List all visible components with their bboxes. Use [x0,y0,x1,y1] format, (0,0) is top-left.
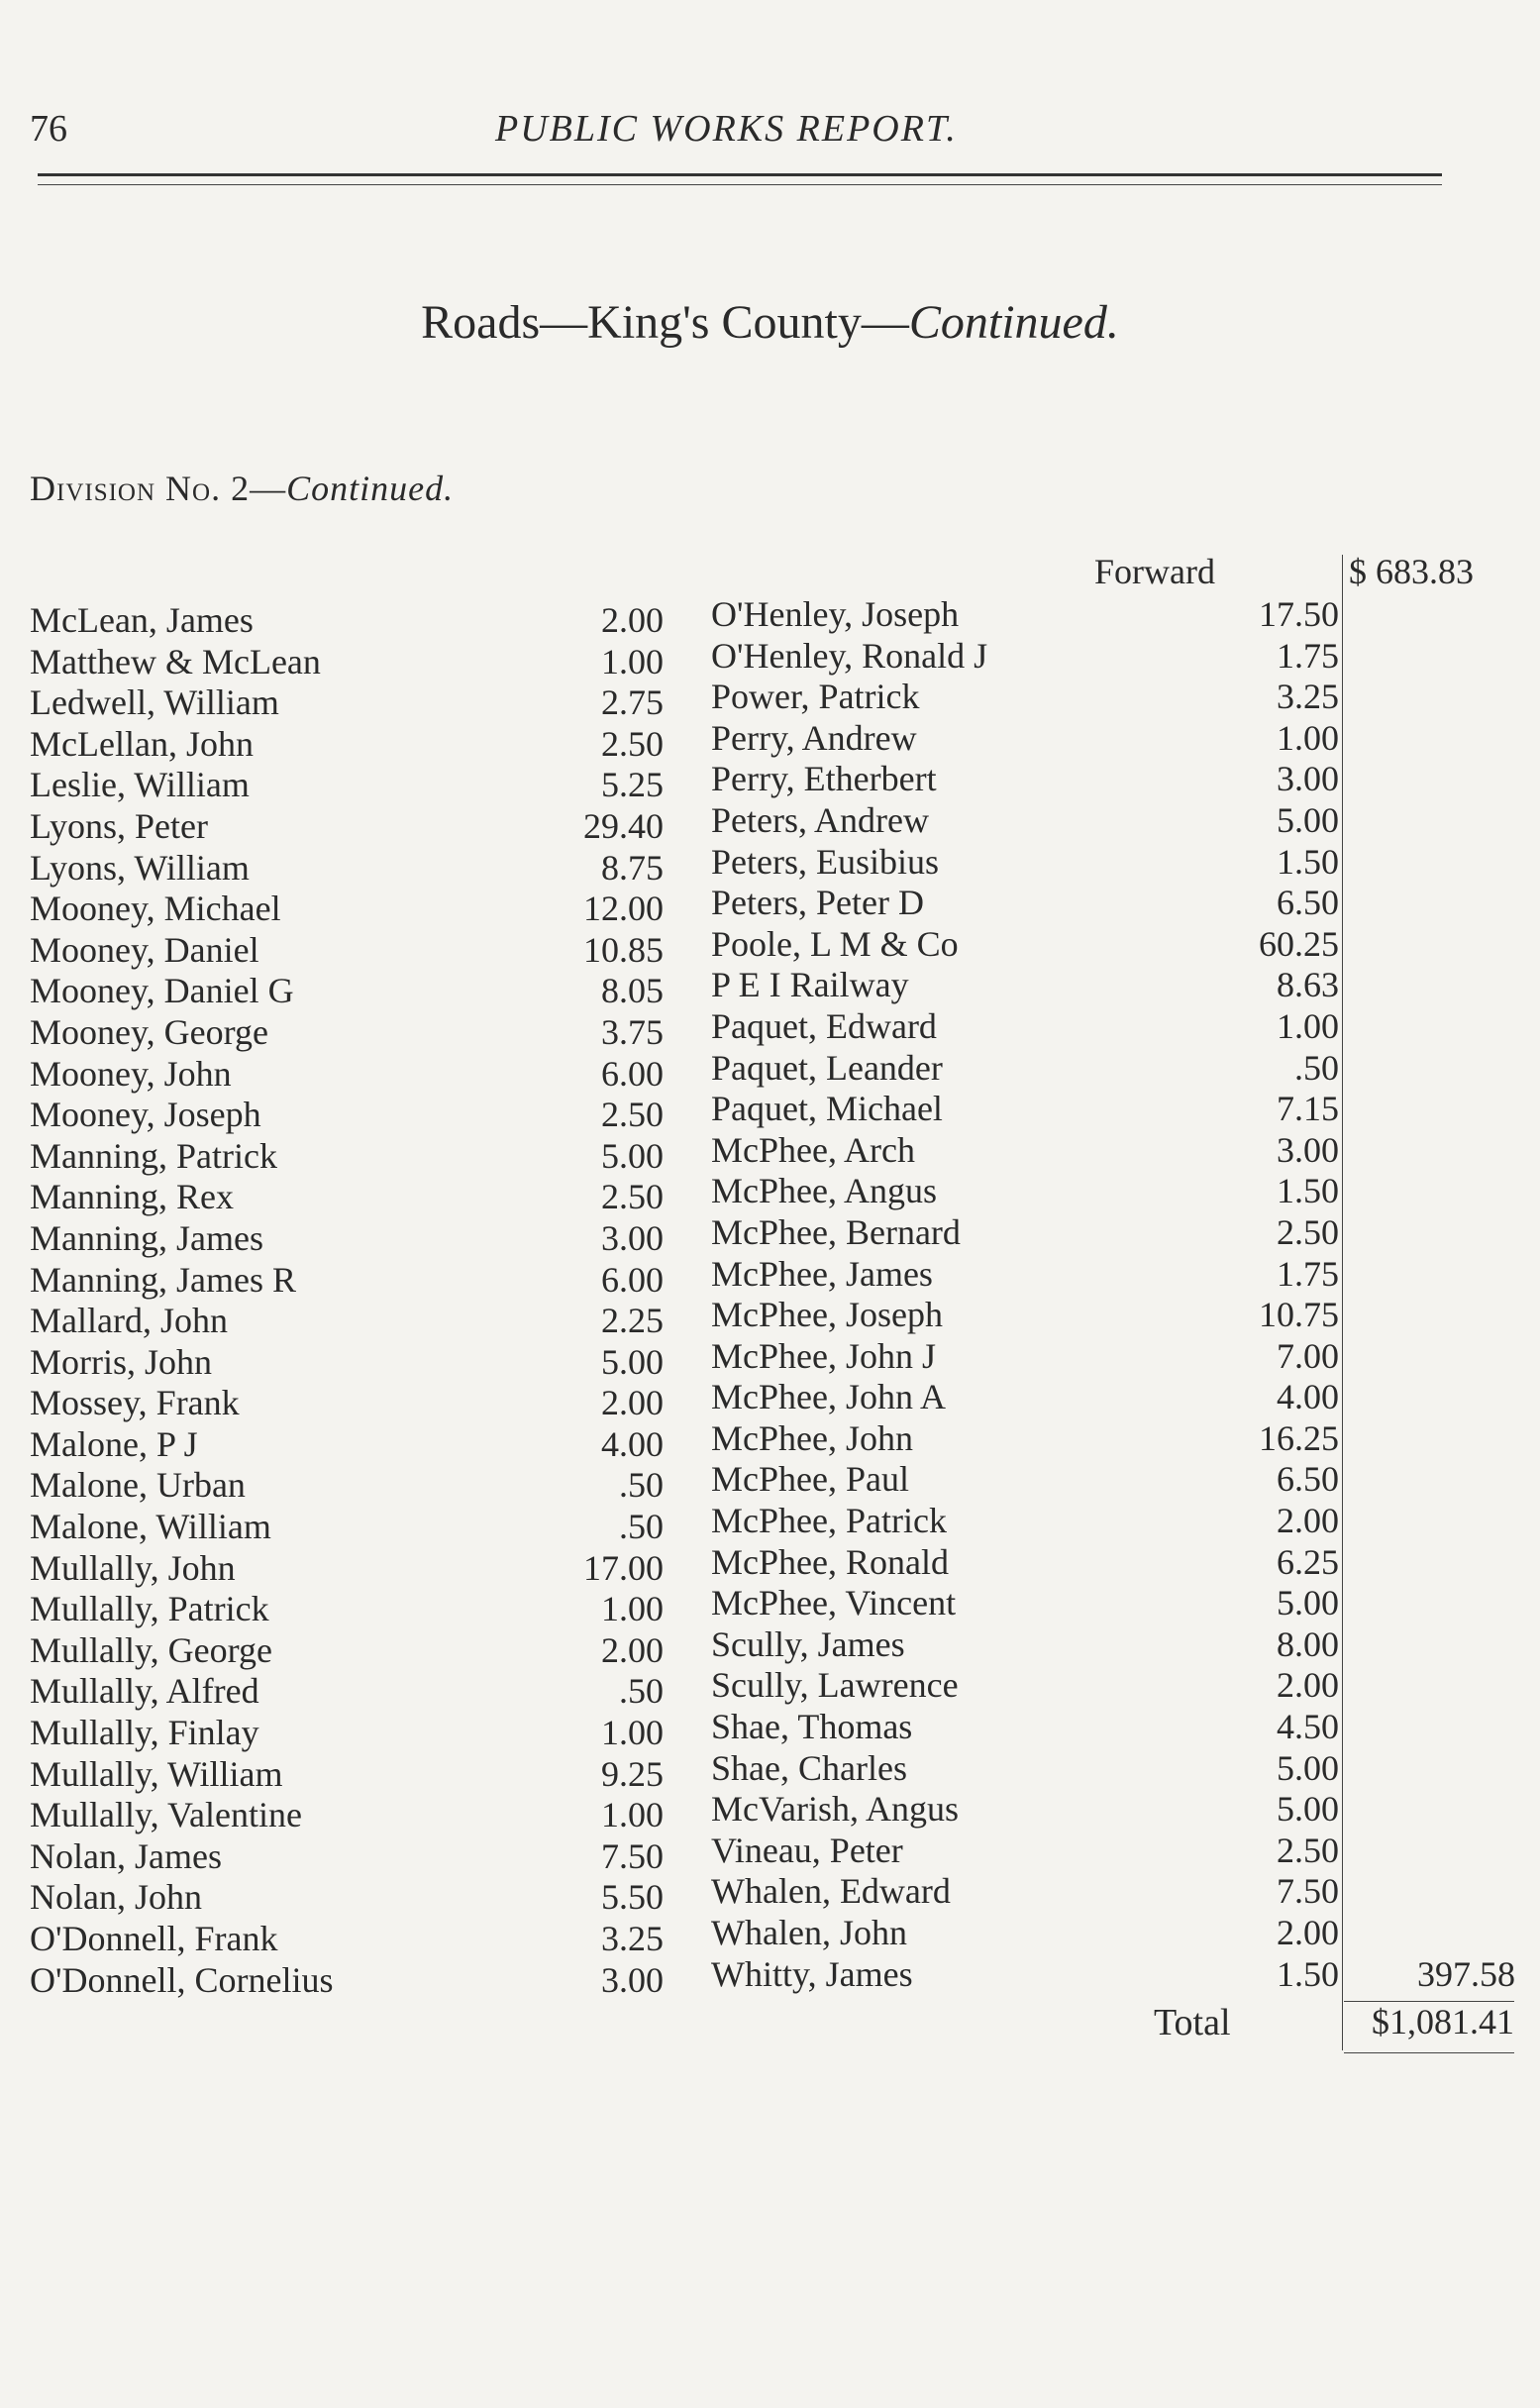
division-continued: Continued. [286,469,455,508]
running-title: PUBLIC WORKS REPORT. [495,108,958,150]
payee-name: Mullally, John [30,1547,236,1588]
payee-name: Mooney, Daniel G [30,971,294,1011]
payee-amount: 17.50 [1259,594,1339,634]
payee-name: McPhee, Patrick [711,1501,947,1541]
payee-name: Manning, James R [30,1259,296,1300]
payee-amount: 5.00 [1277,1583,1339,1623]
payee-name: Mullally, Valentine [30,1795,302,1835]
payee-name: Paquet, Michael [711,1089,943,1129]
payee-name: McPhee, Paul [711,1459,909,1500]
payee-name: Ledwell, William [30,682,279,723]
payee-amount: 2.25 [601,1301,664,1341]
payee-name: Vineau, Peter [711,1830,903,1870]
payee-amount: 60.25 [1259,923,1339,964]
payee-amount: 2.00 [601,600,664,640]
payee-amount: 1.00 [601,1713,664,1753]
payee-name: McPhee, John [711,1417,913,1458]
payee-name: Leslie, William [30,765,250,805]
total-label: Total [1154,2002,1231,2043]
payee-name: O'Donnell, Frank [30,1919,278,1958]
payee-amount: 2.75 [601,682,664,723]
payee-amount: 4.50 [1277,1707,1339,1747]
total-column-rule [1342,555,1343,2050]
payee-amount: 7.50 [601,1835,664,1876]
payee-amount: 2.50 [601,1177,664,1217]
payee-name: O'Henley, Joseph [711,594,960,634]
payee-name: Whalen, Edward [711,1871,951,1912]
payee-amount: 8.05 [601,971,664,1011]
payee-amount: 1.50 [1277,1171,1339,1211]
payee-amount: 3.25 [1277,677,1339,717]
payee-name: Scully, James [711,1623,905,1664]
payee-amount: 2.50 [1277,1830,1339,1870]
payee-amount: 5.00 [601,1135,664,1176]
payee-name: McPhee, Ronald [711,1541,949,1582]
payee-name: O'Donnell, Cornelius [30,1959,334,2000]
payee-name: Manning, James [30,1217,263,1258]
payee-name: Scully, Lawrence [711,1665,959,1706]
payee-amount: 3.00 [601,1217,664,1258]
header-rule-thick [38,173,1442,176]
payee-name: Shae, Charles [711,1747,907,1788]
payee-amount: 2.50 [601,723,664,764]
payee-amount: .50 [1294,1047,1339,1088]
payee-amount: 1.00 [1277,1005,1339,1046]
payee-name: Mullally, Alfred [30,1671,259,1712]
payee-amount: 2.00 [1277,1501,1339,1541]
left-name-column [30,600,333,2001]
section-title-main: Roads—King's County— [421,296,909,349]
payee-name: Matthew & McLean [30,641,321,681]
payee-amount: 5.25 [601,765,664,805]
section-title [0,295,1540,350]
payee-name: McPhee, James [711,1253,933,1294]
right-name-column [711,594,987,1995]
payee-name: Mooney, George [30,1011,268,1052]
payee-amount: 1.50 [1277,841,1339,882]
payee-amount: 7.00 [1277,1335,1339,1376]
payee-amount: 6.50 [1277,1459,1339,1500]
payee-name: Lyons, William [30,847,250,888]
payee-name: Nolan, John [30,1877,202,1918]
payee-amount: 2.00 [1277,1665,1339,1706]
payee-name: McPhee, Vincent [711,1583,957,1623]
left-amount-column [540,600,664,2001]
payee-amount: .50 [619,1507,664,1547]
page-number: 76 [30,108,67,150]
payee-amount: 5.00 [1277,1747,1339,1788]
payee-amount: 8.75 [601,847,664,888]
payee-amount: 5.50 [601,1877,664,1918]
payee-amount: 3.00 [1277,1129,1339,1170]
payee-amount: .50 [619,1465,664,1506]
header-rule-thin [38,184,1442,185]
forward-value: $ 683.83 [1349,552,1474,591]
payee-amount: 2.00 [1277,1913,1339,1952]
payee-amount: 8.00 [1277,1623,1339,1664]
payee-amount: 1.00 [601,641,664,681]
division-heading [30,468,454,509]
payee-amount: 1.50 [1277,1953,1339,1994]
payee-name: Mooney, John [30,1053,232,1094]
payee-amount: 7.15 [1277,1089,1339,1129]
payee-name: Paquet, Edward [711,1005,937,1046]
payee-name: P E I Railway [711,965,909,1005]
forward-label: Forward [1094,552,1215,591]
payee-amount: .50 [619,1671,664,1712]
payee-amount: 4.00 [601,1423,664,1464]
payee-amount: 5.00 [1277,799,1339,840]
payee-name: Manning, Rex [30,1177,234,1217]
payee-name: Mullally, Finlay [30,1713,259,1753]
payee-name: Malone, Urban [30,1465,246,1506]
payee-amount: 1.00 [1277,717,1339,758]
payee-amount: 6.50 [1277,883,1339,923]
payee-name: Lyons, Peter [30,805,208,846]
payee-name: McPhee, Joseph [711,1295,943,1335]
payee-name: McLellan, John [30,723,254,764]
payee-name: Peters, Andrew [711,799,929,840]
payee-amount: 2.00 [601,1383,664,1423]
payee-amount: 16.25 [1259,1417,1339,1458]
total-value: $1,081.41 [1372,2002,1514,2042]
payee-amount: 2.50 [601,1095,664,1135]
payee-name: McPhee, John J [711,1335,936,1376]
payee-name: Whalen, John [711,1913,907,1952]
payee-amount: 1.75 [1277,1253,1339,1294]
payee-name: Morris, John [30,1341,213,1382]
column-subtotal: 397.58 [1417,1954,1515,1994]
payee-amount: 6.25 [1277,1541,1339,1582]
payee-amount: 7.50 [1277,1871,1339,1912]
payee-name: Paquet, Leander [711,1047,943,1088]
payee-amount: 1.00 [601,1795,664,1835]
payee-name: Whitty, James [711,1953,913,1994]
payee-name: Mullally, George [30,1629,272,1670]
payee-name: Mallard, John [30,1301,228,1341]
payee-amount: 6.00 [601,1259,664,1300]
payee-name: Peters, Eusibius [711,841,939,882]
payee-amount: 10.75 [1259,1295,1339,1335]
payee-name: Perry, Andrew [711,717,917,758]
payee-name: Manning, Patrick [30,1135,277,1176]
payee-amount: 3.00 [1277,759,1339,799]
payee-name: O'Henley, Ronald J [711,635,988,676]
division-label: Division No. 2— [30,469,287,508]
payee-name: McLean, James [30,600,254,640]
payee-amount: 8.63 [1277,965,1339,1005]
payee-amount: 29.40 [583,805,664,846]
payee-name: Mullally, Patrick [30,1589,269,1629]
payee-name: Malone, William [30,1507,271,1547]
payee-amount: 2.50 [1277,1211,1339,1252]
payee-amount: 5.00 [1277,1789,1339,1830]
payee-amount: 3.25 [601,1919,664,1958]
right-amount-column [1193,594,1339,1995]
payee-name: Malone, P J [30,1423,198,1464]
payee-name: Perry, Etherbert [711,759,937,799]
section-title-continued: Continued. [908,296,1119,349]
payee-name: Shae, Thomas [711,1707,913,1747]
payee-name: McPhee, Arch [711,1129,915,1170]
payee-amount: 10.85 [583,929,664,970]
payee-name: Poole, L M & Co [711,923,959,964]
payee-amount: 6.00 [601,1053,664,1094]
payee-amount: 1.00 [601,1589,664,1629]
payee-amount: 12.00 [583,889,664,929]
payee-name: Mooney, Daniel [30,929,259,970]
payee-name: Mooney, Joseph [30,1095,261,1135]
total-rule [1344,2052,1514,2053]
payee-amount: 5.00 [601,1341,664,1382]
payee-name: Nolan, James [30,1835,222,1876]
payee-name: Mossey, Frank [30,1383,240,1423]
payee-name: McPhee, Angus [711,1171,937,1211]
payee-name: McPhee, John A [711,1377,946,1417]
payee-name: Power, Patrick [711,677,920,717]
payee-amount: 3.00 [601,1959,664,2000]
payee-name: Peters, Peter D [711,883,924,923]
payee-name: McPhee, Bernard [711,1211,961,1252]
payee-amount: 3.75 [601,1011,664,1052]
payee-amount: 9.25 [601,1753,664,1794]
payee-amount: 4.00 [1277,1377,1339,1417]
payee-amount: 1.75 [1277,635,1339,676]
payee-amount: 2.00 [601,1629,664,1670]
payee-name: Mullally, William [30,1753,283,1794]
payee-name: Mooney, Michael [30,889,281,929]
payee-amount: 17.00 [583,1547,664,1588]
payee-name: McVarish, Angus [711,1789,959,1830]
